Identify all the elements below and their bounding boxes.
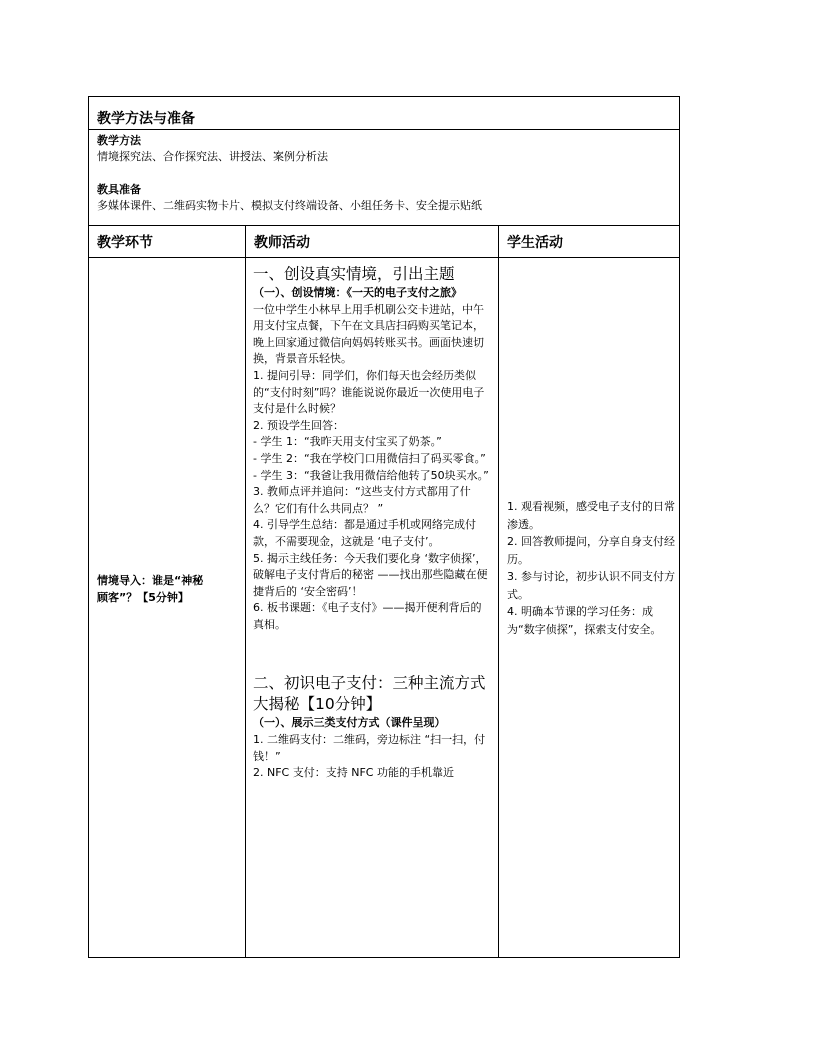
student-activity-cell <box>507 498 675 638</box>
activity-columns <box>89 226 679 957</box>
teacher-paragraph: 2. NFC 支付：支持 NFC 功能的手机靠近 <box>253 766 454 780</box>
section-title: 教学方法与准备 <box>89 97 679 130</box>
column-header-student: 学生活动 <box>499 226 679 258</box>
teacher-paragraph: 5. 揭示主线任务：今天我们要化身 ‘数字侦探’，破解电子支付背后的秘密 ——找出那些隐藏在便捷背后的 ‘安全密码’！ <box>253 551 488 598</box>
stage-line: 情境导入：谁是“神秘 <box>97 574 204 587</box>
student-paragraph: 3. 参与讨论，初步认识不同支付方式。 <box>507 570 675 601</box>
teacher-activity-cell <box>246 258 498 782</box>
spacer <box>253 633 490 673</box>
lesson-plan-table <box>88 96 680 958</box>
spacer <box>97 165 679 182</box>
section-heading: 一、创设真实情境，引出主题 <box>253 265 455 283</box>
student-column <box>499 226 679 957</box>
teacher-paragraph: - 学生 1：“我昨天用支付宝买了奶茶。” <box>253 435 442 449</box>
stage-line: 顾客”？【5分钟】 <box>97 591 189 604</box>
teacher-paragraph: - 学生 3：“我爸让我用微信给他转了50块买水。” <box>253 468 489 482</box>
teacher-paragraph: 2. 预设学生回答： <box>253 418 344 432</box>
column-header-teacher: 教师活动 <box>246 226 498 258</box>
student-paragraph: 2. 回答教师提问，分享自身支付经历。 <box>507 535 675 566</box>
teacher-paragraph: 一位中学生小林早上用手机刷公交卡进站，中午用支付宝点餐，下午在文具店扫码购买笔记本，晚上回家通过微信向妈妈转账买书。画面快速切换，背景音乐轻快。 <box>253 302 484 366</box>
stage-column <box>89 226 246 957</box>
teacher-paragraph: 3. 教师点评并追问：“这些支付方式都用了什么？它们有什么共同点？ ” <box>253 485 471 515</box>
teacher-paragraph: 4. 引导学生总结：都是通过手机或网络完成付款，不需要现金，这就是 ‘电子支付’。 <box>253 518 476 548</box>
student-paragraph: 4. 明确本节课的学习任务：成为“数字侦探”，探索支付安全。 <box>507 605 662 636</box>
subsection-heading: （一）、展示三类支付方式（课件呈现） <box>253 716 446 730</box>
methods-heading: 教学方法 <box>97 134 141 147</box>
teacher-column <box>246 226 499 957</box>
section-heading: 二、初识电子支付：三种主流方式大揭秘【10分钟】 <box>253 674 486 714</box>
subsection-heading: （一）、创设情境：《一天的电子支付之旅》 <box>253 286 462 299</box>
methods-text: 情境探究法、合作探究法、讲授法、案例分析法 <box>97 150 328 163</box>
teacher-paragraph: - 学生 2：“我在学校门口用微信扫了码买零食。” <box>253 451 486 465</box>
teacher-paragraph: 6. 板书课题：《电子支付》——揭开便利背后的真相。 <box>253 601 482 631</box>
column-header-stage: 教学环节 <box>89 226 245 258</box>
preparation-block <box>89 130 679 226</box>
stage-cell <box>97 572 237 606</box>
tools-heading: 教具准备 <box>97 183 141 196</box>
tools-text: 多媒体课件、二维码实物卡片、模拟支付终端设备、小组任务卡、安全提示贴纸 <box>97 199 482 212</box>
teacher-paragraph: 1. 提问引导：同学们，你们每天也会经历类似的“支付时刻”吗？谁能说说你最近一次使用电子支付是什么时候？ <box>253 368 485 416</box>
teacher-paragraph: 1. 二维码支付：二维码，旁边标注 “扫一扫，付钱！” <box>253 733 486 763</box>
student-paragraph: 1. 观看视频，感受电子支付的日常渗透。 <box>507 500 675 531</box>
